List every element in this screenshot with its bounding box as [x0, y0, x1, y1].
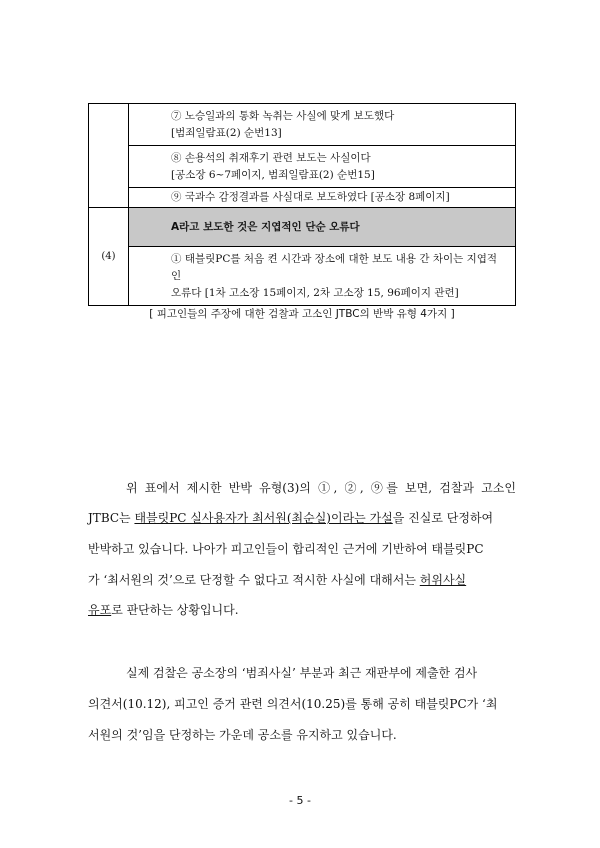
- table-item-8: [129, 146, 516, 188]
- row3-number-cell: [89, 104, 129, 208]
- row4-header: A라고 보도한 것은 지엽적인 단순 오류다: [129, 208, 516, 247]
- row4-item-line2: 오류다 [1차 고소장 15페이지, 2차 고소장 15, 96페이지 관련]: [171, 287, 459, 299]
- para1-line4: 가 ‘최서원의 것’으로 단정할 수 없다고 적시한 사실에 대해서는 허위사실: [88, 573, 467, 587]
- para1-line1: 위 표에서 제시한 반박 유형(3)의 ①, ②, ⑨를 보면, 검찰과 고소인: [126, 481, 516, 495]
- spread-underline: 유포: [88, 603, 112, 617]
- item-8-line2: [공소장 6~7페이지, 범죄일람표(2) 순번15]: [171, 169, 375, 181]
- item-8-line1: ⑧ 손용석의 취재후기 관련 보도는 사실이다: [171, 152, 371, 164]
- item-9-line1: ⑨ 국과수 감정결과를 사실대로 보도하였다 [공소장 8페이지]: [171, 191, 450, 203]
- table-item-7: [129, 104, 516, 146]
- hypothesis-underline: 태블릿PC 실사용자가 최서원(최순실)이라는 가설: [134, 511, 393, 525]
- table-item-9: [129, 188, 516, 208]
- para1-line2: JTBC는 태블릿PC 실사용자가 최서원(최순실)이라는 가설을 진실로 단정하여: [88, 511, 494, 525]
- para1-line5: 유포로 판단하는 상황입니다.: [88, 603, 239, 617]
- table-item-row4-1: [129, 247, 516, 306]
- para2-line1: 실제 검찰은 공소장의 ‘범죄사실’ 부분과 최근 재판부에 제출한 검사: [126, 666, 478, 680]
- para1-line3: 반박하고 있습니다. 나아가 피고인들이 합리적인 근거에 기반하여 태블릿PC: [88, 542, 484, 556]
- row4-item-line1: ① 태블릿PC를 처음 켠 시간과 장소에 대한 보도 내용 간 차이는 지엽적인: [171, 253, 498, 282]
- item-7-line1: ⑦ 노승일과의 통화 녹취는 사실에 맞게 보도했다: [171, 110, 395, 122]
- false-fact-underline: 허위사실: [419, 573, 467, 587]
- rebuttal-table: [88, 103, 516, 306]
- item-7-line2: [범죄일람표(2) 순번13]: [171, 127, 282, 139]
- page-number: - 5 -: [289, 794, 311, 807]
- para2-line2: 의견서(10.12), 피고인 증거 관련 의견서(10.25)를 통해 공히 태블릿PC가 ‘최: [88, 697, 498, 711]
- row4-number: (4): [89, 208, 129, 306]
- para2-line3: 서원의 것’임을 단정하는 가운데 공소를 유지하고 있습니다.: [88, 728, 397, 742]
- table-caption: [ 피고인들의 주장에 대한 검찰과 고소인 JTBC의 반박 유형 4가지 ]: [149, 308, 455, 320]
